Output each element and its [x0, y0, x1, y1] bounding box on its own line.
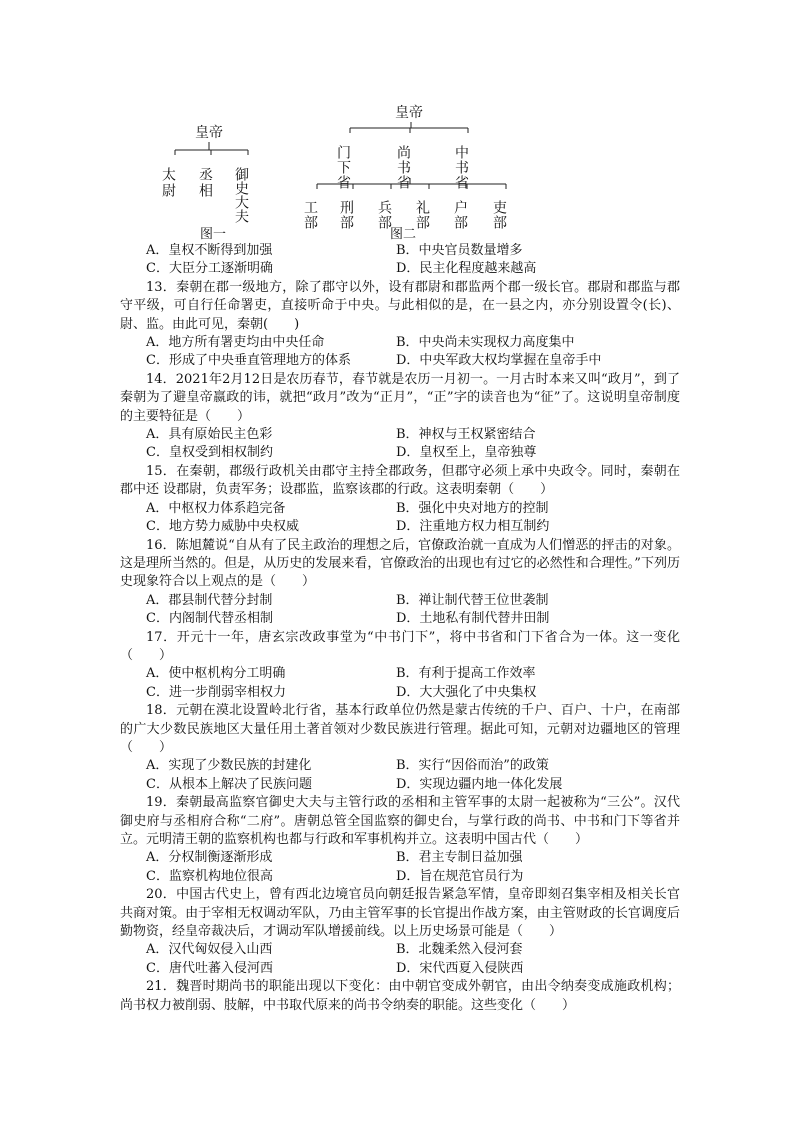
figure-two-chart [302, 104, 507, 242]
option-a[interactable]: A．中枢权力体系趋完备 [146, 500, 286, 516]
fig2-ministry-bing: 兵部 [376, 200, 392, 230]
question-stem: 18．元朝在漠北设置岭北行省，基本行政单位仍然是蒙古传统的千户、百户、十户，在南部的广大少数民族地区大量任用土著首领对少数民族进行管理。据此可知，元朝对边疆地区的管理（ ） [120, 703, 680, 755]
fig2-province-menxia: 门下省 [335, 145, 351, 190]
fig2-ministry-hu: 户部 [452, 200, 468, 230]
option-c[interactable]: C．形成了中央垂直管理地方的体系 [146, 353, 351, 369]
question-stem: 19．秦朝最高监察官御史大夫与主管行政的丞相和主管军事的太尉一起被称为“三公”。汉代御史府与丞相府合称“二府”。唐朝总管全国监察的御史台，与掌行政的尚书、中书和门下等省并立。元明清王朝的监察机构也都与行政和军事机构并立。这表明中国古代（ ） [120, 795, 680, 847]
question-stem: 13．秦朝在郡一级地方，除了郡守以外，设有郡尉和郡监两个郡一级长官。郡尉和郡监与郡守平级，可自行任命署吏，直接听命于中央。与此相似的是，在一县之内，亦分别设置令(长)、尉、监。由此可见，秦朝( ) [120, 279, 680, 332]
option-b[interactable]: B．实行“因俗而治”的政策 [396, 758, 549, 774]
option-c[interactable]: C．监察机构地位很高 [146, 868, 273, 884]
figure-one-chart [160, 124, 249, 242]
option-c[interactable]: C．内阁制代替丞相制 [146, 611, 273, 627]
fig2-ministry-gong: 工部 [302, 200, 318, 230]
question-17 [120, 629, 680, 703]
question-16 [120, 537, 680, 629]
question-19 [120, 794, 680, 886]
fig1-child-chengxiang: 丞相 [197, 167, 213, 199]
q12-option-c[interactable]: C．大臣分工逐渐明确 [146, 261, 273, 277]
option-b[interactable]: B．中央尚未实现权力高度集中 [396, 335, 575, 351]
fig2-ministry-xing: 刑部 [338, 200, 354, 230]
option-d[interactable]: D．大大强化了中央集权 [396, 684, 537, 700]
option-c[interactable]: C．进一步削弱宰相权力 [146, 684, 286, 700]
option-d[interactable]: D．皇权至上，皇帝独尊 [396, 445, 537, 461]
q12-options [120, 242, 680, 279]
option-a[interactable]: A．分权制衡逐渐形成 [146, 850, 273, 866]
question-content [120, 242, 680, 1015]
option-d[interactable]: D．注重地方权力相互制约 [396, 519, 550, 535]
fig2-ministry-libu: 吏部 [491, 200, 507, 230]
question-14 [120, 371, 680, 463]
q12-option-b[interactable]: B．中央官员数量增多 [396, 243, 523, 258]
question-stem: 20．中国古代史上，曾有西北边境官员向朝廷报告紧急军情，皇帝即刻召集宰相及相关长官共商对策。由于宰相无权调动军队，乃由主管军事的长官提出作战方案，由主管财政的长官调度后勤物资，经皇帝裁决后，才调动军队增援前线。以上历史场景可能是（ ） [120, 887, 680, 940]
option-a[interactable]: A．地方所有署吏均由中央任命 [146, 335, 325, 351]
fig2-province-shangshu: 尚书省 [395, 145, 411, 190]
option-b[interactable]: B．强化中央对地方的控制 [396, 500, 549, 516]
option-d[interactable]: D．实现边疆内地一体化发展 [396, 776, 563, 792]
option-a[interactable]: A．郡县制代替分封制 [146, 592, 273, 608]
question-21 [120, 978, 680, 1015]
question-20 [120, 886, 680, 978]
fig2-province-zhongshu: 中书省 [453, 145, 469, 190]
org-chart-figures [0, 0, 794, 245]
fig1-root: 皇帝 [195, 125, 223, 141]
option-a[interactable]: A．具有原始民主色彩 [146, 427, 273, 443]
question-stem: 15．在秦朝，郡级行政机关由郡守主持全郡政务，但郡守必须上承中央政令。同时，秦朝在郡中还 设郡尉，负责军务；设郡监，监察该郡的行政。这表明秦朝（ ） [120, 463, 680, 498]
question-18 [120, 702, 680, 794]
fig2-ministry-li: 礼部 [414, 200, 430, 230]
option-d[interactable]: D．土地私有制代替井田制 [396, 611, 550, 627]
question-stem: 16．陈旭麓说“自从有了民主政治的理想之后，官僚政治就一直成为人们憎恶的抨击的对象。这是理所当然的。但是，从历史的发展来看，官僚政治的出现也有过它的必然性和合理性。”下列历史现象符合以上观点的是（ ） [120, 537, 680, 590]
option-a[interactable]: A．实现了少数民族的封建化 [146, 758, 312, 774]
option-b[interactable]: B．北魏柔然入侵河套 [396, 942, 523, 958]
question-stem: 17．开元十一年，唐玄宗改政事堂为“中书门下”，将中书省和门下省合为一体。这一变化（ ） [120, 629, 680, 663]
option-b[interactable]: B．神权与王权紧密结合 [396, 427, 536, 443]
fig1-caption: 图一 [200, 227, 227, 242]
question-15 [120, 463, 680, 537]
option-a[interactable]: A．汉代匈奴侵入山西 [146, 942, 273, 958]
fig2-root: 皇帝 [395, 105, 423, 121]
question-stem: 14．2021年2月12日是农历春节，春节就是农历一月初一。一月古时本来又叫“政月”，到了秦朝为了避皇帝嬴政的讳，就把“政月”改为“正月”，“正”字的读音也为“征”了。这说明皇帝制度的主要特征是（ ） [120, 371, 680, 424]
option-a[interactable]: A．使中枢机构分工明确 [146, 666, 286, 682]
fig1-child-taiwei: 太尉 [160, 167, 176, 199]
option-c[interactable]: C．唐代吐蕃入侵河西 [146, 960, 273, 976]
option-b[interactable]: B．有利于提高工作效率 [396, 666, 536, 682]
option-b[interactable]: B．禅让制代替王位世袭制 [396, 592, 549, 608]
q12-option-d[interactable]: D．民主化程度越来越高 [396, 261, 537, 277]
option-d[interactable]: D．中央军政大权均掌握在皇帝手中 [396, 353, 602, 369]
option-b[interactable]: B．君主专制日益加强 [396, 850, 523, 866]
q12-option-a[interactable]: A．皇权不断得到加强 [146, 243, 273, 258]
question-13 [120, 279, 680, 371]
option-c[interactable]: C．从根本上解决了民族问题 [146, 776, 312, 792]
fig1-child-yushidafu: 御史大夫 [233, 167, 249, 223]
option-d[interactable]: D．宋代西夏入侵陕西 [396, 960, 524, 976]
option-d[interactable]: D．旨在规范官员行为 [396, 868, 524, 884]
fig2-caption: 图二 [390, 227, 417, 242]
option-c[interactable]: C．皇权受到相权制约 [146, 445, 273, 461]
question-stem: 21．魏晋时期尚书的职能出现以下变化：由中朝官变成外朝官，由出令纳奏变成施政机构；尚书权力被削弱、肢解，中书取代原来的尚书令纳奏的职能。这些变化（ ） [120, 979, 680, 1013]
option-c[interactable]: C．地方势力威胁中央权威 [146, 519, 299, 535]
